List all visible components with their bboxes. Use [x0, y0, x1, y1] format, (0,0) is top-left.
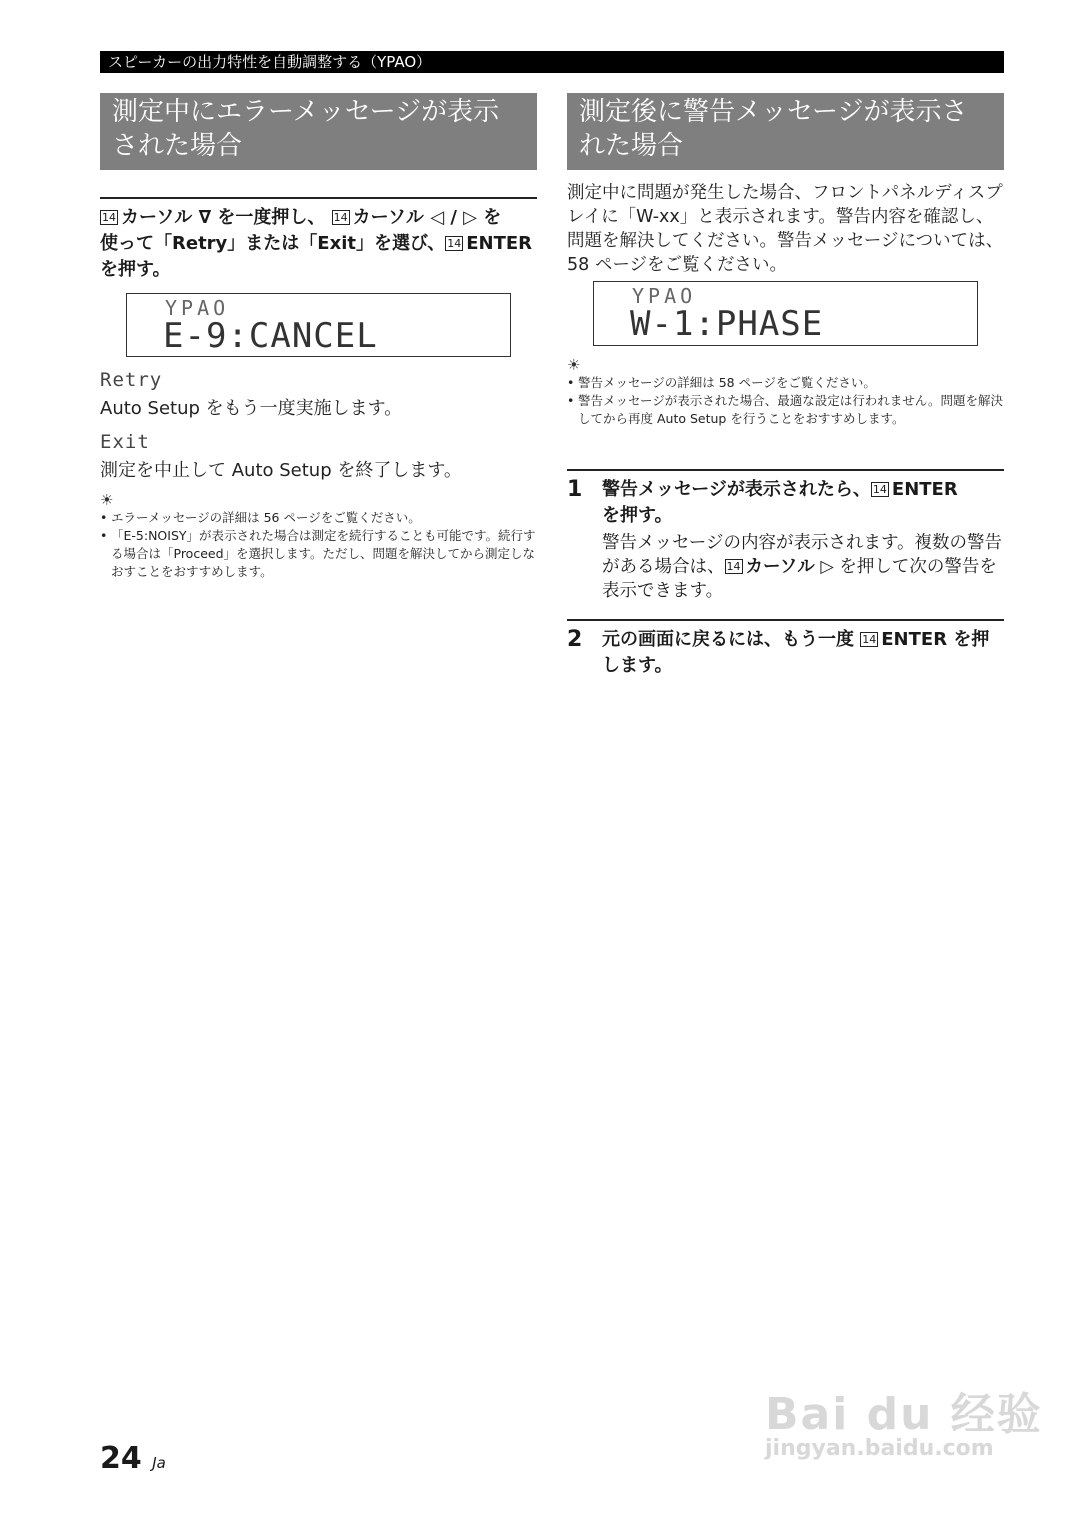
step1-body-c: ▷ を押して次の警告を表示できます。 [602, 557, 997, 601]
display-line1: YPAO [632, 284, 697, 308]
step2-title-enter: ENTER [881, 629, 948, 650]
left-divider [100, 197, 537, 199]
option-exit-desc: 測定を中止して Auto Setup を終了します。 [100, 460, 462, 481]
key-badge: 14 [333, 211, 348, 224]
front-panel-display-warning [593, 281, 978, 346]
key-badge: 14 [726, 560, 741, 573]
left-tips [100, 509, 540, 581]
instr-line-2: 使って「Retry」または「Exit」を選び、 [100, 233, 446, 254]
instr-enter: ENTER [466, 233, 533, 254]
instr-part-1: ∇ を一度押し、 [198, 207, 326, 228]
left-heading-line1: 測定中にエラーメッセージが表示 [112, 97, 500, 127]
display-line2: W-1:PHASE [630, 304, 824, 344]
step1-body [602, 531, 1006, 603]
section-title-bar [100, 51, 1004, 73]
step1-title-a: 警告メッセージが表示されたら、 [602, 479, 871, 500]
option-exit-name: Exit [100, 431, 150, 453]
page-number-value: 24 [100, 1441, 142, 1476]
tip-item: • 警告メッセージの詳細は 58 ページをご覧ください。 [567, 374, 1007, 392]
key-badge: 14 [862, 633, 877, 646]
step2-divider [567, 619, 1004, 621]
tip-item: • 警告メッセージが表示された場合、最適な設定は行われません。問題を解決してから再度 Auto Setup を行うことをおすすめします。 [567, 392, 1007, 428]
key-badge: 14 [102, 211, 116, 224]
key-badge: 14 [872, 483, 887, 496]
step1-number: 1 [567, 477, 583, 502]
watermark-url: jingyan.baidu.com [765, 1436, 994, 1461]
step2-number: 2 [567, 627, 583, 652]
left-heading [100, 93, 537, 170]
front-panel-display-error [126, 293, 511, 357]
right-heading-line1: 測定後に警告メッセージが表示さ [579, 97, 968, 127]
option-retry-desc: Auto Setup をもう一度実施します。 [100, 398, 403, 419]
tip-icon: ☀ [100, 491, 114, 509]
page-number [100, 1441, 166, 1476]
step1-body-a: 警告メッセージの内容が表示されます。複数の警告がある場合は、 [602, 533, 1003, 577]
right-heading-line2: れた場合 [579, 131, 684, 161]
step1-title [602, 477, 1006, 529]
left-instruction [100, 205, 540, 283]
right-intro: 測定中に問題が発生した場合、フロントパネルディスプレイに「W-xx」と表示されます。警告内容を確認し、問題を解決してください。警告メッセージについては、58 ページをご覧ください。 [567, 183, 1004, 275]
display-line2: E-9:CANCEL [163, 316, 378, 356]
instr-line-3: を押す。 [100, 259, 171, 280]
instr-cursor-2: カーソル [352, 207, 424, 228]
step2-title-a: 元の画面に戻るには、もう一度 [602, 629, 861, 650]
section-title: スピーカーの出力特性を自動調整する（YPAO） [108, 53, 432, 71]
right-tips [567, 374, 1007, 428]
step1-body-cursor: カーソル [745, 557, 815, 577]
tip-icon: ☀ [567, 356, 581, 374]
option-retry-name: Retry [100, 369, 163, 391]
instr-cursor-1: カーソル [121, 207, 193, 228]
page-language: Ja [152, 1454, 166, 1472]
tip-item: • エラーメッセージの詳細は 56 ページをご覧ください。 [100, 509, 540, 527]
key-badge: 14 [447, 237, 462, 250]
instr-part-2: ◁ / ▷ を [430, 207, 502, 228]
step2-title [602, 627, 1006, 679]
left-heading-line2: された場合 [112, 131, 243, 161]
right-heading [567, 93, 1004, 170]
step1-divider [567, 469, 1004, 471]
watermark-brand: Bai du 经验 [765, 1389, 1043, 1440]
step1 [602, 477, 1006, 603]
step1-title-c: を押す。 [602, 505, 673, 526]
tip-item: • 「E-5:NOISY」が表示された場合は測定を続行することも可能です。続行する場合は「Proceed」を選択します。ただし、問題を解決してから測定しなおすことをおすすめします。 [100, 527, 540, 581]
step2-title-c: を押します。 [602, 629, 990, 676]
step1-title-enter: ENTER [891, 479, 958, 500]
display-line1: YPAO [165, 296, 230, 320]
